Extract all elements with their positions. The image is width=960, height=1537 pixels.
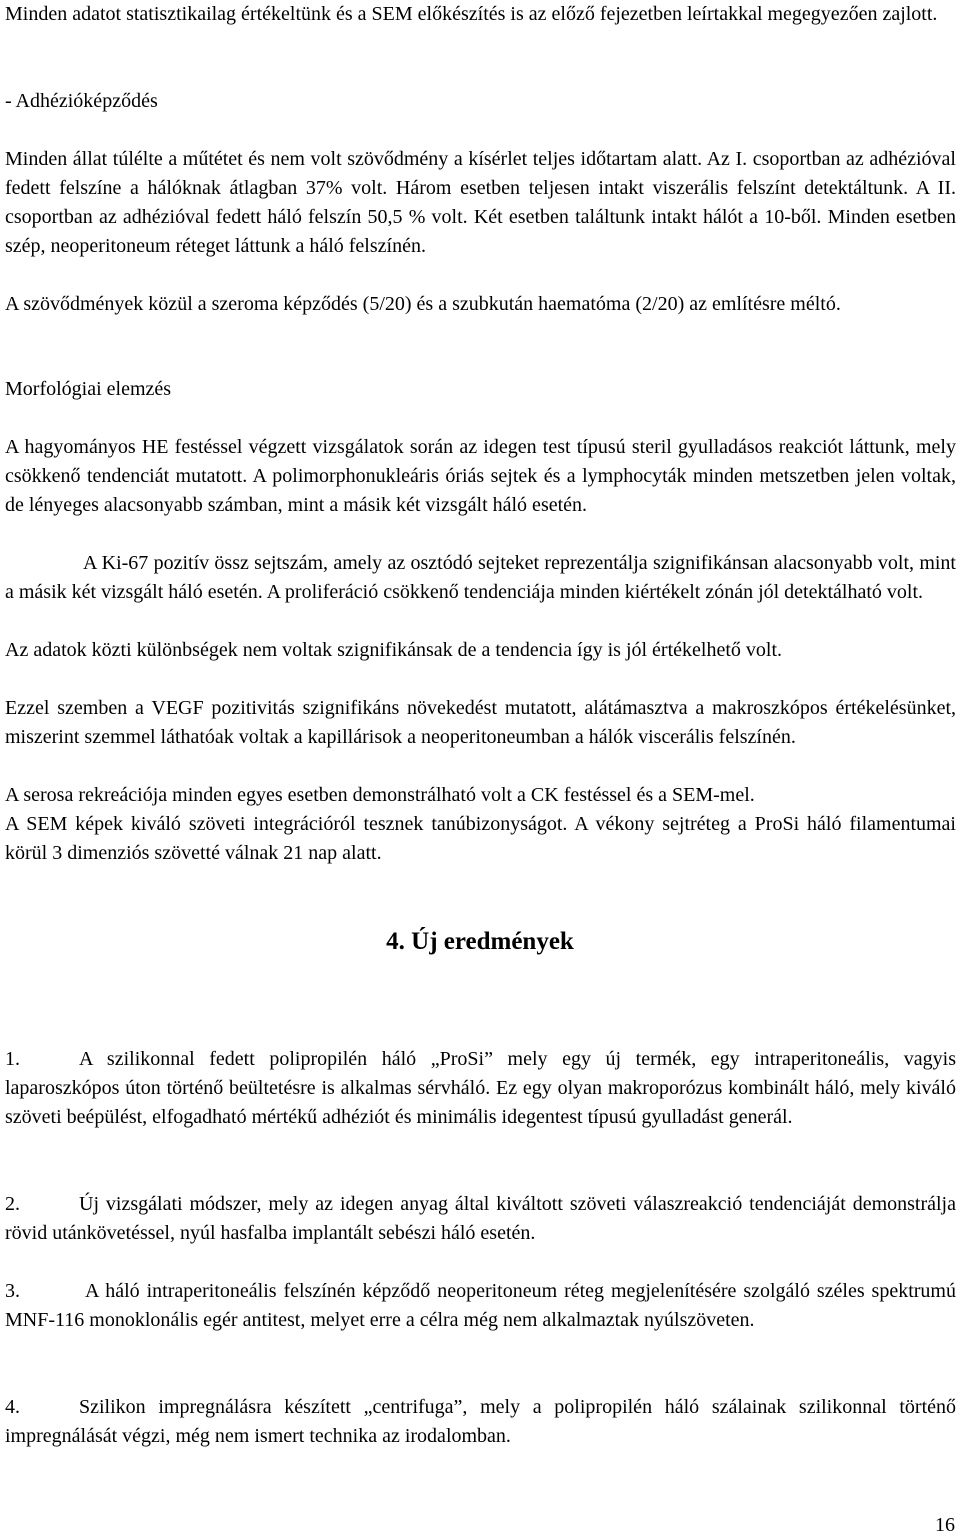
paragraph-adhesion-results: Minden állat túlélte a műtétet és nem volt szövődmény a kísérlet teljes időtartam alatt. Az I. csoportban az adhézióval fedett felszíne a hálóknak átlagban 37% volt. Három esetben teljesen intakt viszerális felszínt detektáltunk. A II. csoportban az adhézióval fedett háló felszín 50,5 % volt. Két esetben találtunk intakt hálót a 10-ből. Minden esetben szép, neoperitoneum réteget láttunk a háló felszínén. (5, 148, 956, 257)
finding-number: 1. (5, 1048, 20, 1070)
finding-item-4 (5, 1393, 956, 1451)
section-heading: 4. Új eredmények (386, 928, 574, 955)
page-number: 16 (935, 1514, 955, 1536)
paragraph-ki67: A Ki-67 pozitív össz sejtszám, amely az osztódó sejteket reprezentálja szignifikánsan alacsonyabb volt, mint a másik két vizsgált háló esetén. A proliferáció csökkenő tendenciája minden kiértékelt zónán jól detektálható volt. (5, 552, 956, 603)
finding-item-2 (5, 1190, 956, 1248)
paragraph-vegf: Ezzel szemben a VEGF pozitivitás szignifikáns növekedést mutatott, alátámasztva a makroszkópos értékelésünket, miszerint szemmel láthatóak voltak a kapillárisok a neoperitoneumban a hálók viscerális felszínén. (5, 697, 956, 748)
finding-number: 2. (5, 1193, 20, 1215)
finding-text: Szilikon impregnálásra készített „centrifuga”, mely a polipropilén háló szálainak szilikonnal történő impregnálását végzi, még nem ismert technika az irodalomban. (5, 1396, 956, 1447)
paragraph-he-staining: A hagyományos HE festéssel végzett vizsgálatok során az idegen test típusú steril gyulladásos reakciót láttunk, mely csökkenő tendenciát mutatott. A polimorphonukleáris óriás sejtek és a lymphocyták minden metszetben jelen voltak, de lényeges alacsonyabb számban, mint a másik két vizsgált háló esetén. (5, 436, 956, 516)
finding-text: A háló intraperitoneális felszínén képződő neoperitoneum réteg megjelenítésére szolgáló széles spektrumú MNF-116 monoklonális egér antitest, melyet erre a célra még nem alkalmaztak nyúlszöveten. (5, 1280, 956, 1331)
finding-number: 3. (5, 1280, 20, 1302)
finding-text: Új vizsgálati módszer, mely az idegen anyag által kiváltott szöveti válaszreakció tendenciáját demonstrálja rövid utánkövetéssel, nyúl hasfalba implantált sebészi háló esetén. (5, 1193, 956, 1244)
paragraph-statistics: Minden adatot statisztikailag értékeltünk és a SEM előkészítés is az előző fejezetben leírtakkal megegyezően zajlott. (5, 3, 938, 25)
paragraph-serosa: A serosa rekreációja minden egyes esetben demonstrálható volt a CK festéssel és a SEM-mel. (5, 784, 755, 806)
paragraph-statistics-tendency: Az adatok közti különbségek nem voltak szignifikánsak de a tendencia így is jól értékelhető volt. (5, 639, 783, 661)
subheading-adhesion: - Adhézióképződés (5, 90, 158, 112)
finding-number: 4. (5, 1396, 20, 1418)
finding-item-3 (5, 1277, 956, 1335)
paragraph-sem: A SEM képek kiváló szöveti integrációról tesznek tanúbizonyságot. A vékony sejtréteg a ProSi háló filamentumai körül 3 dimenziós szövetté válnak 21 nap alatt. (5, 813, 956, 864)
finding-item-1 (5, 1045, 956, 1132)
subheading-morphology: Morfológiai elemzés (5, 378, 172, 400)
paragraph-complications: A szövődmények közül a szeroma képződés (5/20) és a szubkután haematóma (2/20) az említésre méltó. (5, 293, 841, 315)
finding-text: A szilikonnal fedett polipropilén háló „ProSi” mely egy új termék, egy intraperitoneális, vagyis laparoszkópos úton történő beültetésre is alkalmas sérvháló. Ez egy olyan makroporózus kombinált háló, mely kiváló szöveti beépülést, elfogadható mértékű adhéziót és minimális idegentest típusú gyulladást generál. (5, 1048, 956, 1128)
